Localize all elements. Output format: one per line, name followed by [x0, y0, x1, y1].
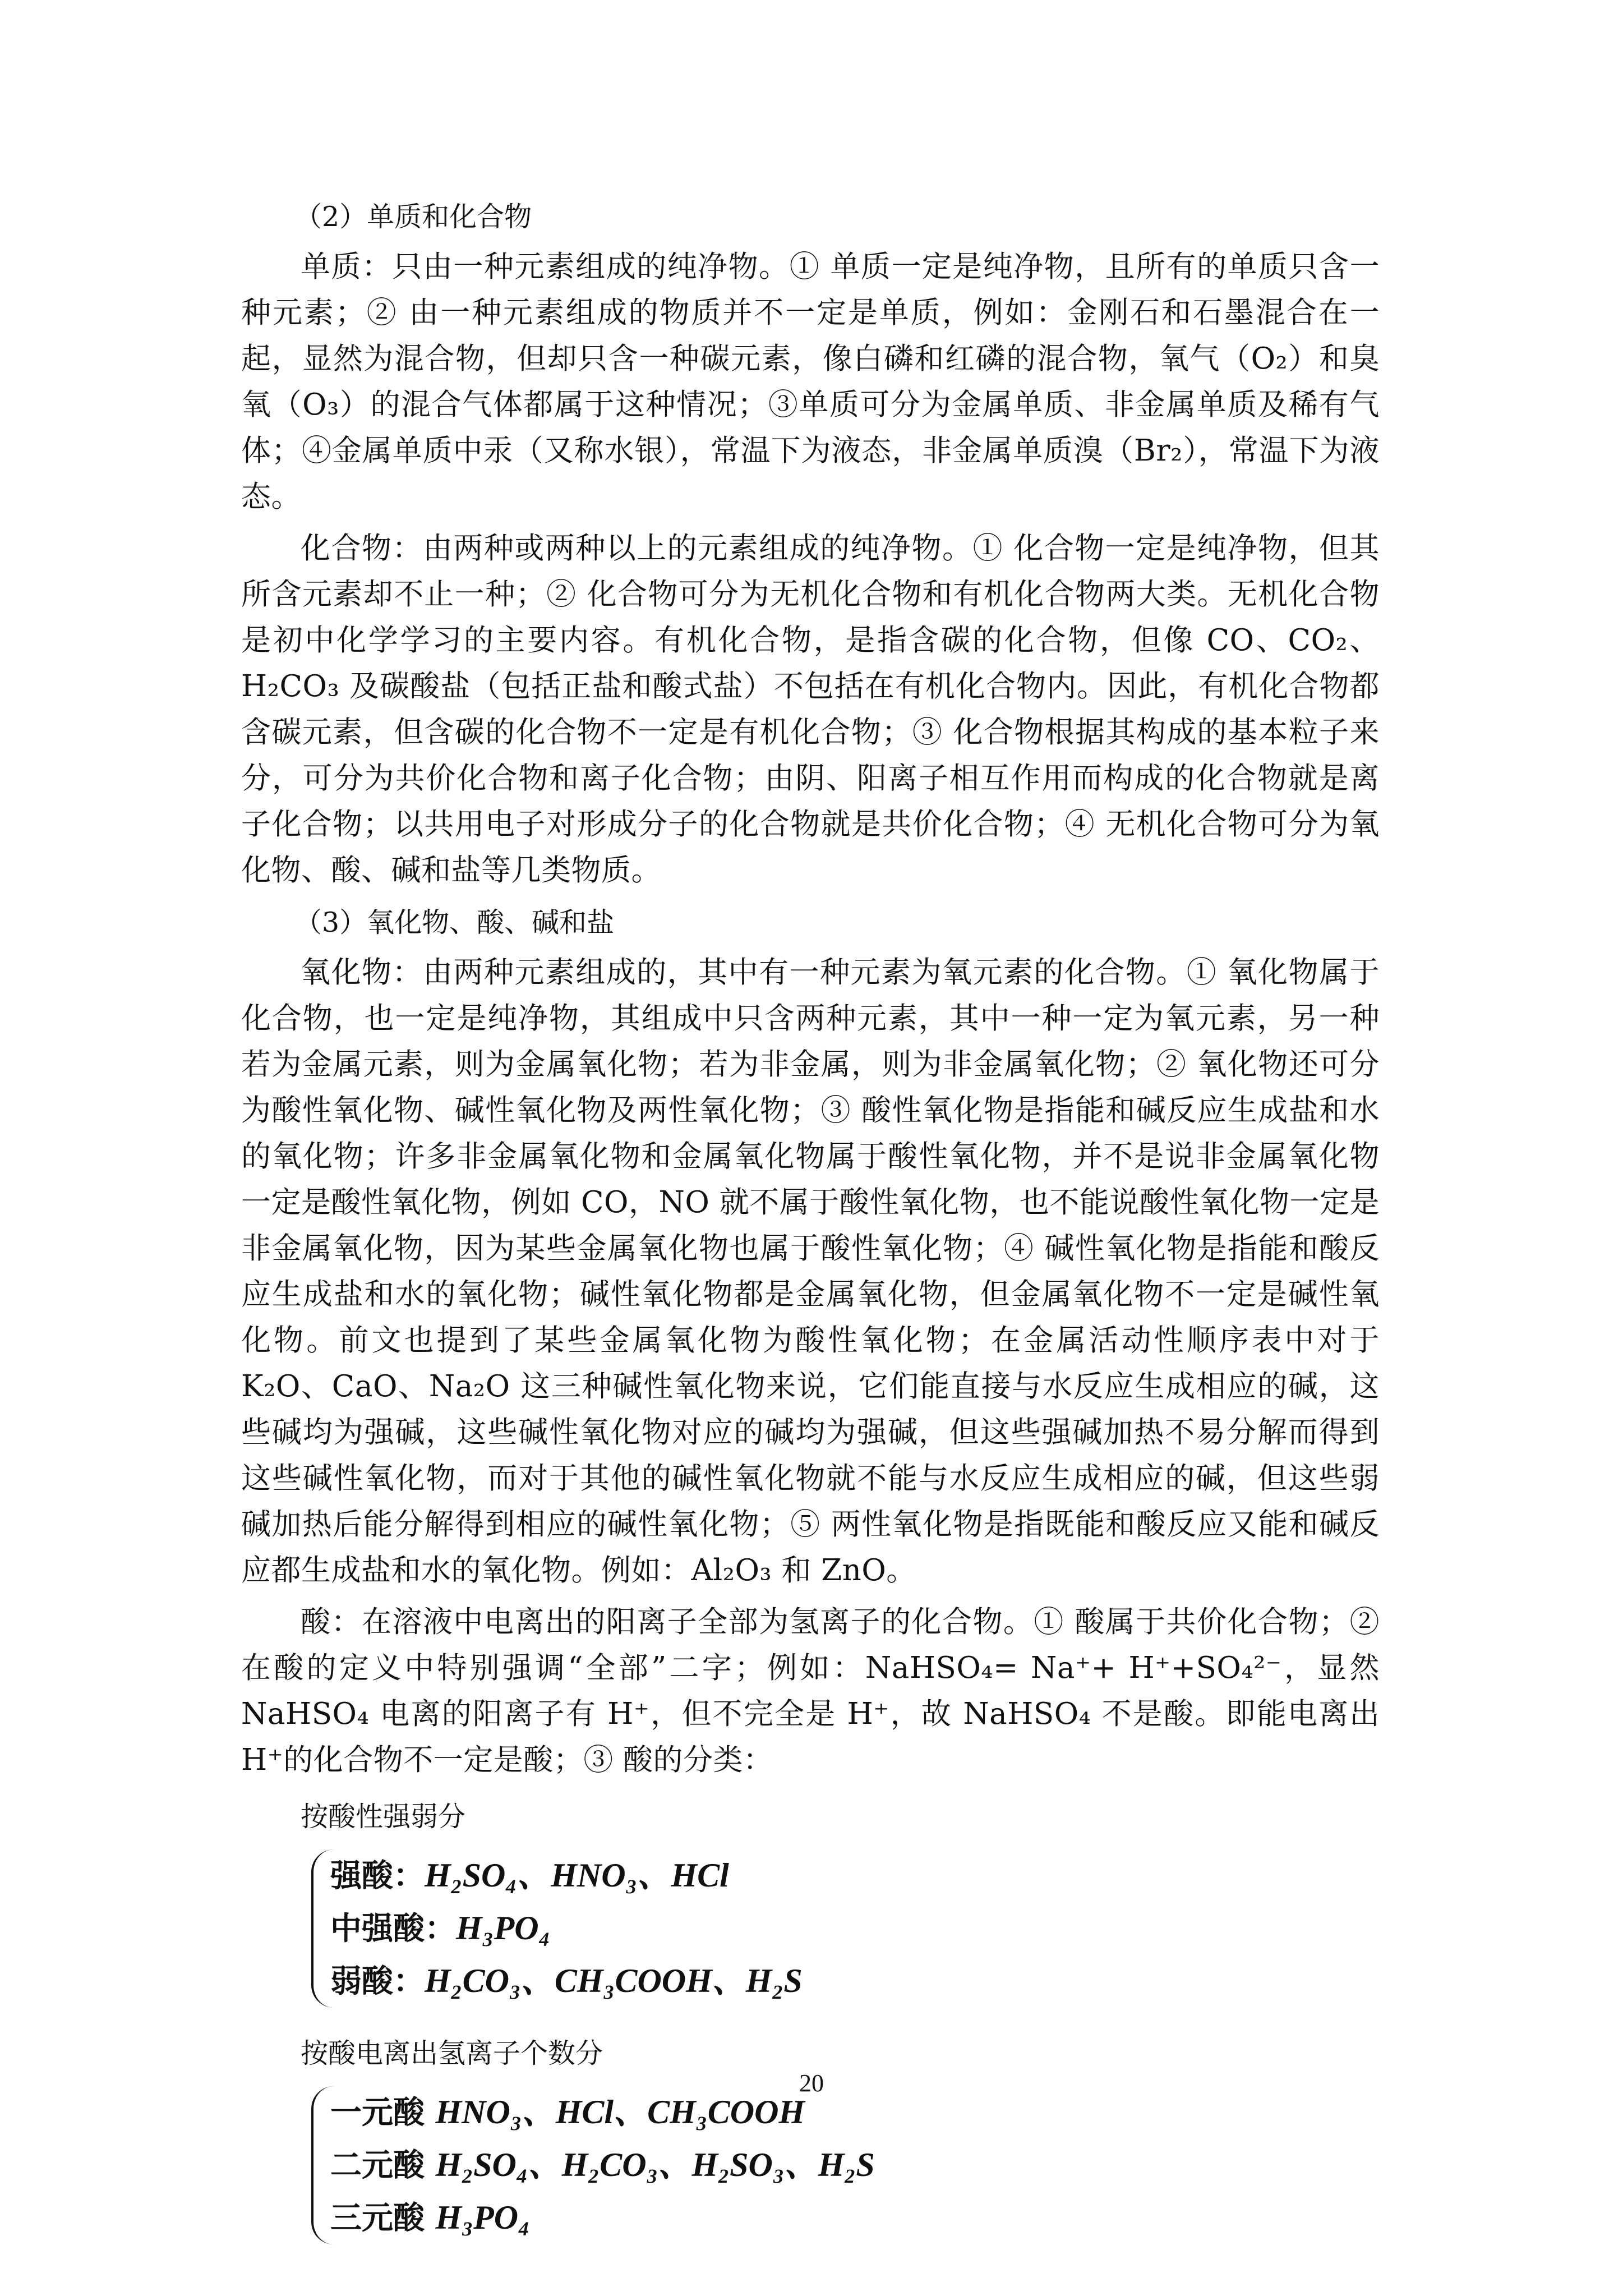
- formula-label: 三元酸: [330, 2200, 436, 2237]
- formula-label: 二元酸: [330, 2147, 436, 2184]
- elemental-substance-paragraph: 单质：只由一种元素组成的纯净物。① 单质一定是纯净物，且所有的单质只含一种元素；② 由一种元素组成的物质并不一定是单质，例如：金刚石和石墨混合在一起，显然为混合物，但却只含一种碳元素，像白磷和红磷的混合物，氧气（O₂）和臭氧（O₃）的混合气体都属于这种情况；③单质可分为金属单质、非金属单质及稀有气体；④金属单质中汞（又称水银），常温下为液态，非金属单质溴（Br₂），常温下为液态。: [241, 250, 1380, 514]
- oxide-paragraph: 氧化物：由两种元素组成的，其中有一种元素为氧元素的化合物。① 氧化物属于化合物，也一定是纯净物，其组成中只含两种元素，其中一种一定为氧元素，另一种若为金属元素，则为金属氧化物；若为非金属，则为非金属氧化物；② 氧化物还可分为酸性氧化物、碱性氧化物及两性氧化物；③ 酸性氧化物是指能和碱反应生成盐和水的氧化物；许多非金属氧化物和金属氧化物属于酸性氧化物，并不是说非金属氧化物一定是酸性氧化物，例如 CO，NO 就不属于酸性氧化物，也不能说酸性氧化物一定是非金属氧化物，因为某些金属氧化物也属于酸性氧化物；④ 碱性氧化物是指能和酸反应生成盐和水的氧化物；碱性氧化物都是金属氧化物，但金属氧化物不一定是碱性氧化物。前文也提到了某些金属氧化物为酸性氧化物；在金属活动性顺序表中对于 K₂O、CaO、Na₂O 这三种碱性氧化物来说，它们能直接与水反应生成相应的碱，这些碱均为强碱，这些碱性氧化物对应的碱均为强碱，但这些强碱加热不易分解而得到这些碱性氧化物，而对于其他的碱性氧化物就不能与水反应生成相应的碱，但这些弱碱加热后能分解得到相应的碱性氧化物；⑤ 两性氧化物是指既能和酸反应又能和碱反应都生成盐和水的氧化物。例如：Al₂O₃ 和 ZnO。: [241, 955, 1380, 1588]
- section-3-heading: （3）氧化物、酸、碱和盐: [294, 907, 615, 938]
- page-content: [241, 194, 1380, 2267]
- formula: H₂SO₄、HNO₃、HCl: [425, 1857, 729, 1894]
- page-number: 20: [799, 2069, 824, 2097]
- compound-paragraph: 化合物：由两种或两种以上的元素组成的纯净物。① 化合物一定是纯净物，但其所含元素却不止一种；② 化合物可分为无机化合物和有机化合物两大类。无机化合物是初中化学学习的主要内容。有机化合物，是指含碳的化合物，但像 CO、CO₂、H₂CO₃ 及碳酸盐（包括正盐和酸式盐）不包括在有机化合物内。因此，有机化合物都含碳元素，但含碳的化合物不一定是有机化合物；③ 化合物根据其构成的基本粒子来分，可分为共价化合物和离子化合物；由阴、阳离子相互作用而构成的化合物就是离子化合物；以共用电子对形成分子的化合物就是共价化合物；④ 无机化合物可分为氧化物、酸、碱和盐等几类物质。: [241, 531, 1380, 887]
- formula: H₂SO₄、H₂CO₃、H₂SO₃、H₂S: [435, 2146, 875, 2183]
- by-hydrogen-count-label: 按酸电离出氢离子个数分: [301, 2037, 603, 2069]
- formula: HNO₃、HCl、CH₃COOH: [435, 2093, 805, 2131]
- acid-paragraph: 酸：在溶液中电离出的阳离子全部为氢离子的化合物。① 酸属于共价化合物；② 在酸的定义中特别强调“全部”二字；例如：NaHSO₄= Na⁺+ H⁺+SO₄²⁻，显然 NaHSO₄ 电离的阳离子有 H⁺，但不完全是 H⁺，故 NaHSO₄ 不是酸。即能电离出 H⁺的化合物不一定是酸；③ 酸的分类：: [241, 1605, 1380, 1777]
- formula: H₃PO₄: [456, 1910, 551, 1947]
- formula-label: 中强酸：: [330, 1911, 456, 1947]
- medium-acid-line: [330, 1902, 1380, 1955]
- triprotic-acid-line: [330, 2192, 1380, 2244]
- formula-label: 强酸：: [330, 1858, 425, 1894]
- by-strength-label: 按酸性强弱分: [301, 1801, 466, 1833]
- formula: H₂CO₃、CH₃COOH、H₂S: [425, 1962, 803, 1999]
- weak-acid-line: [330, 1955, 1380, 2008]
- formula: H₃PO₄: [435, 2199, 530, 2236]
- formula-label: 弱酸：: [330, 1963, 425, 2000]
- acid-strength-classification: [311, 1849, 1380, 2008]
- acid-basicity-classification: [311, 2086, 1380, 2244]
- strong-acid-line: [330, 1849, 1380, 1902]
- formula-label: 一元酸: [330, 2095, 436, 2131]
- diprotic-acid-line: [330, 2139, 1380, 2192]
- section-2-heading: （2）单质和化合物: [294, 201, 532, 233]
